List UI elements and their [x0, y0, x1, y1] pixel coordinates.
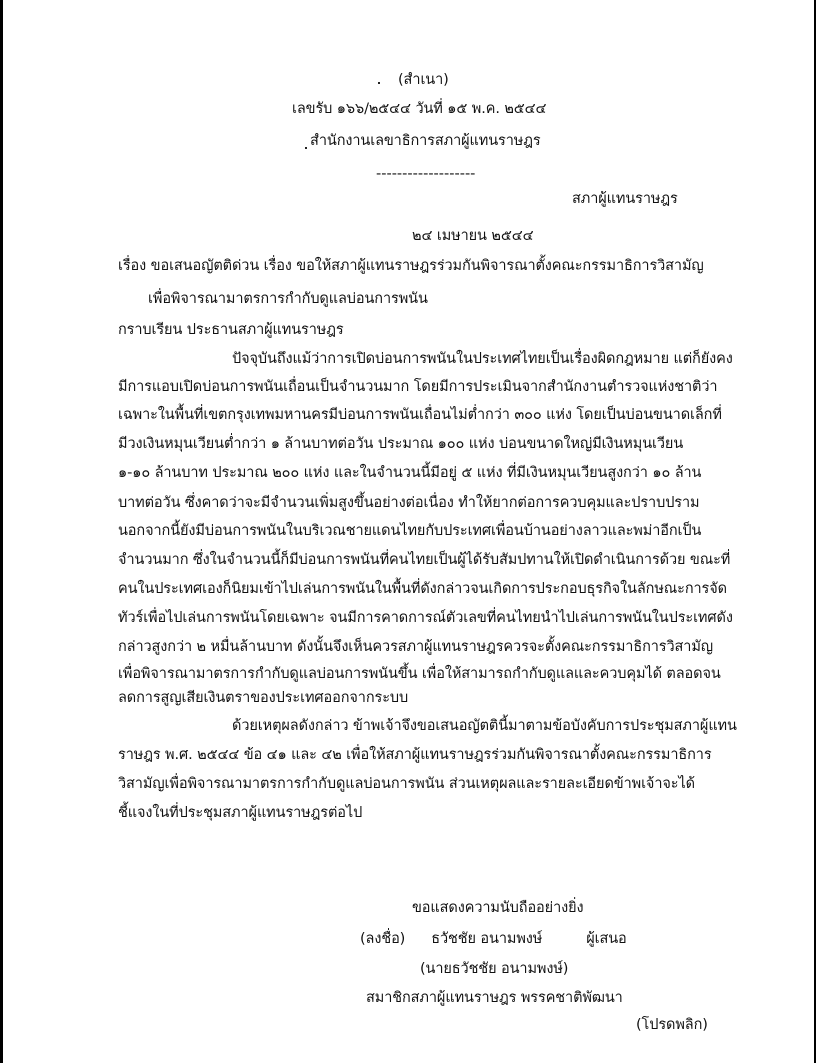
body-line: มีการแอบเปิดบ่อนการพนันเถื่อนเป็นจำนวนมาก โดยมีการประเมินจากสำนักงานตำรวจแห่งชาติว่า	[118, 379, 718, 395]
signer-position: สมาชิกสภาผู้แทนราษฎร พรรคชาติพัฒนา	[366, 990, 623, 1006]
scan-left-edge	[0, 0, 3, 1063]
body-line: มีวงเงินหมุนเวียนต่ำกว่า ๑ ล้านบาทต่อวัน ประมาณ ๑๐๐ แห่ง บ่อนขนาดใหญ่มีเงินหมุนเวียน	[118, 436, 684, 452]
signer-role: ผู้เสนอ	[586, 931, 627, 947]
signer-name: ธวัชชัย อนามพงษ์	[431, 931, 543, 947]
subject-line-1: เรื่อง ขอเสนอญัตติด่วน เรื่อง ขอให้สภาผู้แทนราษฎรร่วมกันพิจารณาตั้งคณะกรรมาธิการวิสามัญ	[118, 258, 704, 274]
body-line: นอกจากนี้ยังมีบ่อนการพนันในบริเวณชายแดนไทยกับประเทศเพื่อนบ้านอย่างลาวและพม่าอีกเป็น	[118, 523, 702, 539]
copy-label: (สำเนา)	[398, 72, 449, 88]
scan-speck	[305, 147, 307, 149]
letter-date: ๒๔ เมษายน ๒๕๔๔	[412, 228, 534, 244]
body-line: ปัจจุบันถึงแม้ว่าการเปิดบ่อนการพนันในประเทศไทยเป็นเรื่องผิดกฎหมาย แต่ก็ยังคง	[232, 351, 733, 367]
body-line: เฉพาะในพื้นที่เขตกรุงเทพมหานครมีบ่อนการพนันเถื่อนไม่ต่ำกว่า ๓๐๐ แห่ง โดยเป็นบ่อนขนาดเล็กที่	[118, 407, 722, 423]
turn-over-note: (โปรดพลิก)	[636, 1017, 708, 1033]
closing-regards: ขอแสดงความนับถืออย่างยิ่ง	[412, 900, 584, 916]
organization-name: สภาผู้แทนราษฎร	[572, 191, 678, 207]
scan-speck	[378, 82, 380, 84]
printed-name: (นายธวัชชัย อนามพงษ์)	[420, 961, 569, 977]
body-line: จำนวนมาก ซึ่งในจำนวนนี้ก็มีบ่อนการพนันที่คนไทยเป็นผู้ได้รับสัมปทานให้เปิดดำเนินการด้วย ขณะที่	[118, 552, 731, 568]
office-name: สำนักงานเลขาธิการสภาผู้แทนราษฎร	[310, 133, 541, 149]
subject-line-2: เพื่อพิจารณามาตรการกำกับดูแลบ่อนการพนัน	[148, 291, 428, 307]
body-line: คนในประเทศเองก็นิยมเข้าไปเล่นการพนันในพื้นที่ดังกล่าวจนเกิดการประกอบธุรกิจในลักษณะการจัด	[118, 581, 727, 597]
body-line: ลดการสูญเสียเงินตราของประเทศออกจากระบบ	[118, 690, 409, 706]
body-line: ด้วยเหตุผลดังกล่าว ข้าพเจ้าจึงขอเสนอญัตตินี้มาตามข้อบังคับการประชุมสภาผู้แทน	[232, 718, 737, 734]
body-line: เพื่อพิจารณามาตรการกำกับดูแลบ่อนการพนันขึ้น เพื่อให้สามารถกำกับดูแลและควบคุมได้ ตลอดจน	[118, 666, 721, 682]
body-line: วิสามัญเพื่อพิจารณามาตรการกำกับดูแลบ่อนการพนัน ส่วนเหตุผลและรายละเอียดข้าพเจ้าจะได้	[118, 776, 695, 792]
body-line: ชี้แจงในที่ประชุมสภาผู้แทนราษฎรต่อไป	[118, 805, 363, 821]
body-line: บาทต่อวัน ซึ่งคาดว่าจะมีจำนวนเพิ่มสูงขึ้นอย่างต่อเนื่อง ทำให้ยากต่อการควบคุมและปราบปราม	[118, 495, 700, 511]
body-line: ราษฎร พ.ศ. ๒๕๔๔ ข้อ ๔๑ และ ๔๒ เพื่อให้สภาผู้แทนราษฎรร่วมกันพิจารณาตั้งคณะกรรมาธิการ	[118, 747, 712, 763]
separator-line: -------------------	[376, 166, 476, 182]
salutation: กราบเรียน ประธานสภาผู้แทนราษฎร	[118, 322, 344, 338]
body-line: กล่าวสูงกว่า ๒ หมื่นล้านบาท ดังนั้นจึงเห็นควรสภาผู้แทนราษฎรควรจะตั้งคณะกรรมาธิการวิสามัญ	[118, 639, 714, 655]
signature-line	[360, 929, 627, 949]
body-line: ๑-๑๐ ล้านบาท ประมาณ ๒๐๐ แห่ง และในจำนวนนี้มีอยู่ ๕ แห่ง ที่มีเงินหมุนเวียนสูงกว่า ๑๐ ล้าน	[118, 465, 702, 481]
body-line: ทัวร์เพื่อไปเล่นการพนันโดยเฉพาะ จนมีการคาดการณ์ตัวเลขที่คนไทยนำไปเล่นการพนันในประเทศดัง	[118, 610, 733, 626]
receipt-number: เลขรับ ๑๖๖/๒๕๔๔ วันที่ ๑๕ พ.ค. ๒๕๔๔	[292, 101, 547, 117]
sign-prefix: (ลงชื่อ)	[360, 931, 406, 947]
